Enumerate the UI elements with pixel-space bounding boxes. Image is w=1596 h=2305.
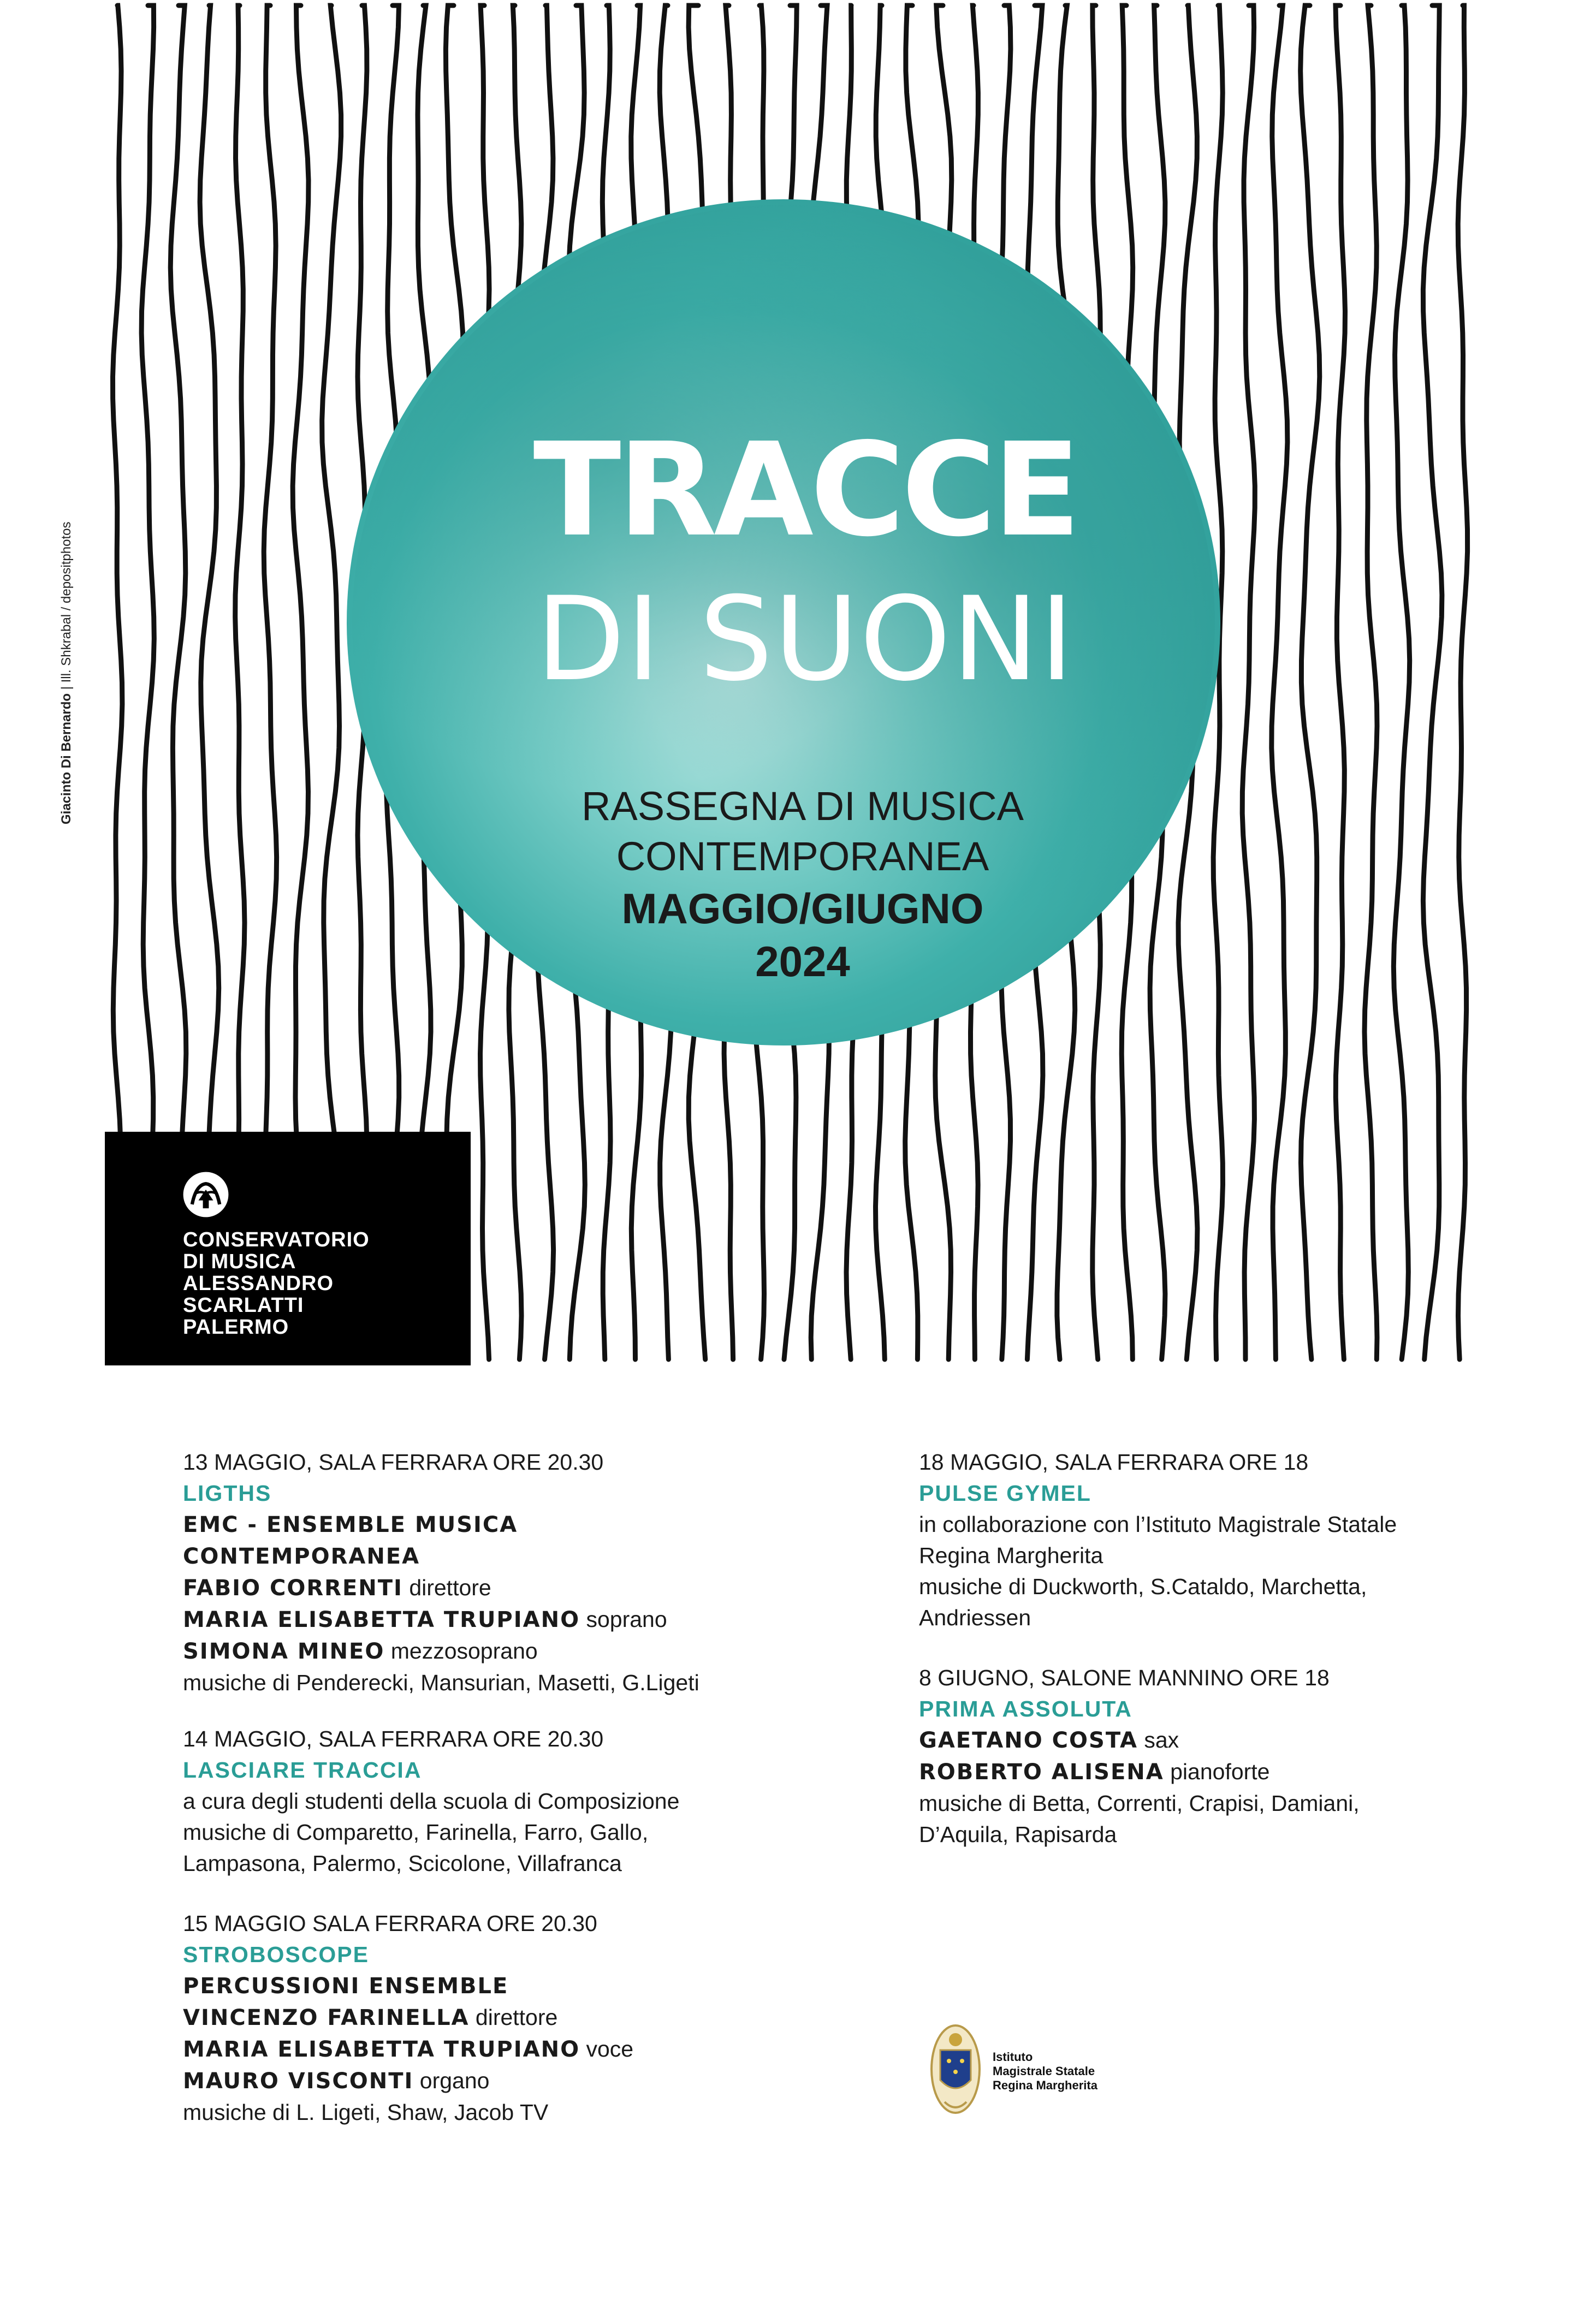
conservatory-name	[183, 1229, 370, 1338]
event-line	[919, 1571, 1397, 1602]
subtitle-line1: RASSEGNA DI MUSICA	[581, 783, 1024, 829]
wave-line	[1458, 5, 1467, 1359]
event-date: 15 MAGGIO SALA FERRARA ORE 20.30	[183, 1911, 597, 1936]
performer-name: EMC - ENSEMBLE MUSICA	[183, 1512, 518, 1537]
event-title: PULSE GYMEL	[919, 1481, 1091, 1506]
event-8-giugno	[919, 1662, 1360, 1850]
performer-name: VINCENZO FARINELLA	[183, 2005, 470, 2030]
program-text: a cura degli studenti della scuola di Composizione	[183, 1789, 680, 1814]
festival-dates: MAGGIO/GIUGNO	[621, 884, 984, 932]
event-line	[183, 1541, 699, 1572]
performer-name: ROBERTO ALISENA	[919, 1760, 1164, 1785]
festival-year: 2024	[755, 937, 850, 985]
event-line	[183, 1786, 679, 1817]
event-date: 14 MAGGIO, SALA FERRARA ORE 20.30	[183, 1726, 604, 1751]
performer-name: GAETANO COSTA	[919, 1728, 1138, 1753]
event-line	[919, 1725, 1360, 1756]
image-credit	[59, 522, 74, 824]
event-18-maggio	[919, 1447, 1397, 1633]
credit-separator: |	[59, 686, 74, 690]
poster-title-line1: TRACCE	[533, 415, 1078, 565]
performer-role: direttore	[402, 1575, 491, 1600]
wave-line	[1272, 5, 1288, 1359]
event-line	[919, 1788, 1360, 1819]
program-text: musiche di Penderecki, Mansurian, Masetti, G.Ligeti	[183, 1670, 699, 1695]
subtitle-line2: CONTEMPORANEA	[616, 834, 989, 879]
event-line	[183, 2097, 633, 2128]
conservatory-name-line: PALERMO	[183, 1316, 289, 1339]
event-line	[183, 1636, 699, 1667]
performer-role: pianoforte	[1164, 1759, 1270, 1784]
program-text: musiche di Betta, Correnti, Crapisi, Damiani,	[919, 1791, 1360, 1816]
program-text: musiche di Duckworth, S.Cataldo, Marchetta,	[919, 1574, 1367, 1599]
event-line	[183, 2065, 633, 2097]
event-date: 13 MAGGIO, SALA FERRARA ORE 20.30	[183, 1449, 604, 1475]
event-title: STROBOSCOPE	[183, 1942, 369, 1967]
wave-line	[1364, 5, 1377, 1359]
event-line	[919, 1509, 1397, 1540]
program-text: in collaborazione con l’Istituto Magistrale Statale	[919, 1512, 1397, 1537]
event-line	[183, 1817, 679, 1848]
program-text: D’Aquila, Rapisarda	[919, 1822, 1117, 1847]
performer-name: MAURO VISCONTI	[183, 2069, 414, 2094]
event-line	[183, 1848, 679, 1879]
performer-name: SIMONA MINEO	[183, 1639, 385, 1664]
event-13-maggio	[183, 1447, 699, 1698]
program-text: musiche di Comparetto, Farinella, Farro, Gallo,	[183, 1820, 649, 1845]
conservatory-name-line: CONSERVATORIO	[183, 1228, 370, 1251]
lyre-emblem-icon	[181, 1170, 230, 1219]
conservatory-name-line: DI MUSICA	[183, 1250, 296, 1273]
performer-name: MARIA ELISABETTA TRUPIANO	[183, 1607, 580, 1632]
wave-line	[1242, 5, 1255, 1359]
event-title: PRIMA ASSOLUTA	[919, 1696, 1132, 1721]
performer-role: soprano	[580, 1607, 667, 1632]
event-line	[183, 1667, 699, 1698]
program-text: musiche di L. Ligeti, Shaw, Jacob TV	[183, 2100, 549, 2125]
institute-name	[993, 2050, 1097, 2093]
event-line	[919, 1540, 1397, 1571]
event-title: LASCIARE TRACCIA	[183, 1757, 422, 1783]
credit-author: Giacinto Di Bernardo	[59, 693, 74, 824]
event-line	[183, 1970, 633, 2002]
performer-name: PERCUSSIONI ENSEMBLE	[183, 1974, 509, 1999]
performer-role: organo	[413, 2068, 490, 2093]
performer-name: CONTEMPORANEA	[183, 1544, 420, 1569]
event-line	[919, 1819, 1360, 1850]
program-text: Lampasona, Palermo, Scicolone, Villafranca	[183, 1851, 622, 1876]
event-line	[183, 1572, 699, 1604]
institute-name-line: Istituto	[993, 2050, 1033, 2064]
institute-logo	[928, 2020, 1158, 2124]
performer-role: direttore	[469, 2005, 558, 2030]
event-15-maggio	[183, 1908, 633, 2128]
program-text: Andriessen	[919, 1605, 1031, 1630]
performer-role: mezzosoprano	[384, 1638, 538, 1664]
conservatory-name-line: ALESSANDRO	[183, 1272, 334, 1295]
program-text: Regina Margherita	[919, 1543, 1103, 1568]
event-title: LIGTHS	[183, 1481, 272, 1506]
event-line	[183, 1604, 699, 1636]
event-date: 18 MAGGIO, SALA FERRARA ORE 18	[919, 1449, 1309, 1475]
event-line	[183, 2034, 633, 2065]
wave-line	[1423, 5, 1442, 1359]
poster-title-line2: DI SUONI	[536, 572, 1075, 706]
wave-line	[1393, 5, 1409, 1359]
event-line	[183, 2002, 633, 2034]
institute-name-line: Magistrale Statale	[993, 2064, 1095, 2078]
performer-role: sax	[1137, 1727, 1179, 1752]
event-line	[183, 1509, 699, 1541]
credit-illustration: Ill. Shkrabal / depositphotos	[59, 521, 74, 683]
performer-name: MARIA ELISABETTA TRUPIANO	[183, 2037, 580, 2062]
event-line	[919, 1756, 1360, 1788]
event-date: 8 GIUGNO, SALONE MANNINO ORE 18	[919, 1665, 1330, 1690]
event-14-maggio	[183, 1724, 679, 1879]
performer-name: FABIO CORRENTI	[183, 1576, 403, 1601]
conservatory-logo-block	[105, 1132, 471, 1365]
event-line	[919, 1602, 1397, 1633]
conservatory-name-line: SCARLATTI	[183, 1294, 304, 1317]
wave-line	[1301, 5, 1320, 1359]
crest-emblem-icon	[928, 2020, 983, 2118]
wave-line	[1336, 5, 1345, 1359]
institute-name-line: Regina Margherita	[993, 2078, 1097, 2092]
performer-role: voce	[580, 2036, 634, 2062]
